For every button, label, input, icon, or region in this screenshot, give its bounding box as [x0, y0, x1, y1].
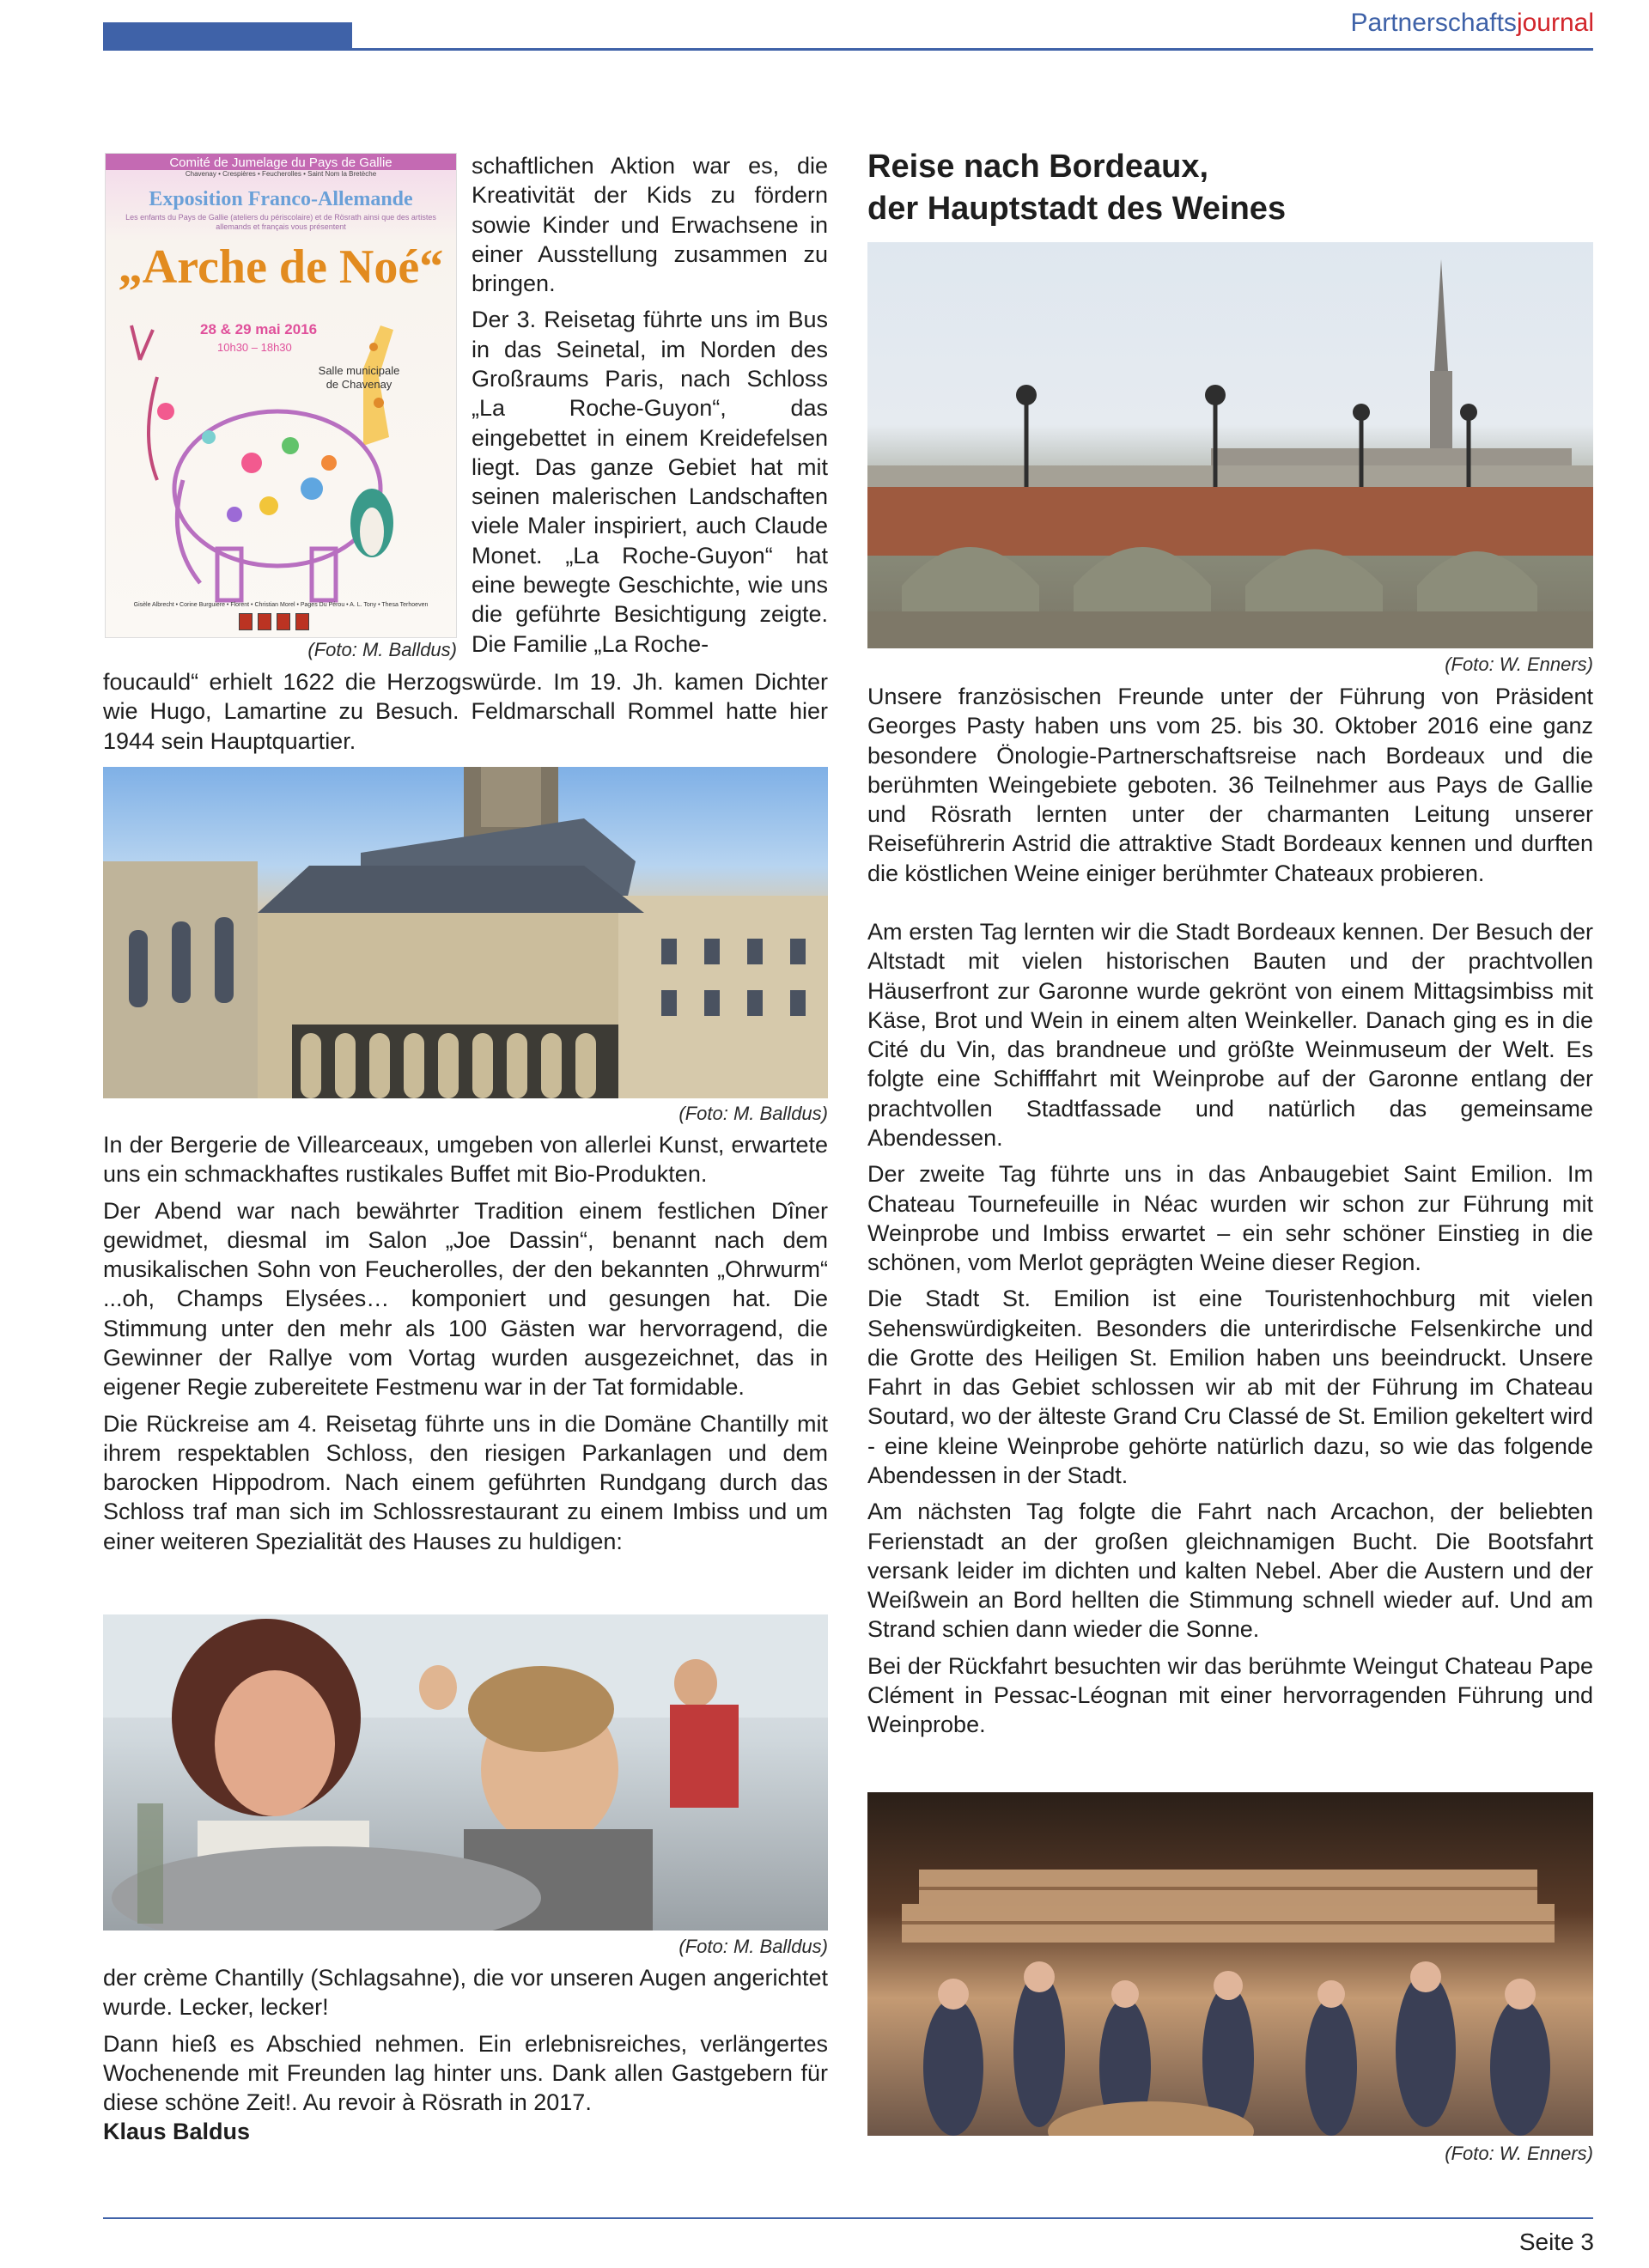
- intro-paragraph-1: schaftlichen Aktion war es, die Kreativität der Kids zu fördern sowie Kinder und Erwachsene in einer Ausstellung zusammen zu bringen.: [472, 153, 828, 297]
- left-closing: [103, 1963, 828, 2154]
- arche-de-noe-poster: [105, 153, 457, 638]
- publication-title: Partnerschaftsjournal: [1350, 9, 1594, 37]
- poster-towns: Chavenay • Crespières • Feucherolles • Saint Nom la Bretèche: [185, 170, 377, 178]
- day-two-paragraph: Der zweite Tag führte uns in das Anbaugebiet Saint Emilion. Im Chateau Tournefeuille in Néac wurden wir schon zur Führung mit Weinprobe und Imbiss erwartet – ein sehr schöner Einstieg in die schönen, vom Merlot geprägten Weine dieser Region.: [867, 1161, 1593, 1276]
- author-name: Klaus Baldus: [103, 2119, 251, 2145]
- wine-cellar-photo: [867, 1792, 1593, 2136]
- poster-hours: 10h30 – 18h30: [217, 341, 292, 354]
- day-one-paragraph: Am ersten Tag lernten wir die Stadt Bordeaux kennen. Der Besuch der Altstadt mit vielen historischen Bauten und der prachtvollen Häuserfront zur Garonne wurde gekrönt von einem Mittagsimbiss mit Käse, Brot und Wein in einem alten Weinkeller. Danach ging es in die Cité du Vin, das brandneue und größte Weinmuseum der Welt. Es folgte eine Schifffahrt mit Weinprobe auf der Garonne entlang der prachtvollen Stadtfassade und natürlich das gemeinsame Abendessen.: [867, 918, 1593, 1151]
- cellar-caption: (Foto: W. Enners): [1445, 2143, 1593, 2164]
- poster-artists: Gisèle Albrecht • Corine Burguiere • Florent • Christian Morel • Pages Du Pérou • A. L. Tony • Thesa Terhoeven: [133, 602, 429, 608]
- heading-line-1: Reise nach Bordeaux,: [867, 149, 1209, 185]
- header-accent-bar: [103, 22, 352, 48]
- article-heading: [867, 146, 1593, 229]
- dinner-caption: (Foto: M. Balldus): [678, 1936, 828, 1957]
- right-body: [867, 682, 1593, 1747]
- diner-paragraph: Der Abend war nach bewährter Tradition einem festlichen Dîner gewidmet, diesmal im Salon „Joe Dassin“, benannt nach dem musikalischen Sohn von Feucherolles, der den bekannten „Ohrwurm“ ...oh, Champs Elysées… komponiert und gesungen hat. Die Stimmung unter den mehr als 100 Gästen war hervorragend, die Gewinner der Rallye vom Vortag wurden ausgezeichnet, das in eigener Regie zubereitete Festmenu war in der Tat formidable.: [103, 1197, 828, 1401]
- page-number: Seite 3: [1518, 2228, 1594, 2255]
- farewell-paragraph: Dann hieß es Abschied nehmen. Ein erlebnisreiches, verlängertes Wochenende mit Freunden lag hinter uns. Dank allen Gastgebern für diese schöne Zeit!. Au revoir à Rösrath in 2017.: [103, 2030, 828, 2116]
- chantilly-paragraph: Die Rückreise am 4. Reisetag führte uns in die Domäne Chantilly mit ihrem respektablen Schloss, den riesigen Parkanlagen und dem barocken Hippodrom. Nach einem geführten Rundgang durch das Schloss traf man sich im Schlossrestaurant zu einem Imbiss und um einer weiteren Spezialität des Hauses zu huldigen:: [103, 1410, 828, 1554]
- poster-header: Comité de Jumelage du Pays de Gallie: [106, 154, 456, 170]
- poster-title: „Arche de Noé“: [118, 240, 444, 294]
- buffet-paragraph: In der Bergerie de Villearceaux, umgeben von allerlei Kunst, erwartete uns ein schmackhaftes rustikales Buffet mit Bio-Produkten.: [103, 1132, 828, 1188]
- chantilly-cream-paragraph: der crème Chantilly (Schlagsahne), die vor unseren Augen angerichtet wurde. Lecker, lecker!: [103, 1965, 828, 2021]
- header-rule: [103, 48, 1593, 51]
- intro-continued: [103, 667, 828, 763]
- intro-bordeaux-paragraph: Unsere französischen Freunde unter der Führung von Präsident Georges Pasty haben uns vom 25. bis 30. Oktober 2016 eine ganz besondere Önologie-Partnerschaftsreise nach Bordeaux und die berühmten Weingebiete geboten. 36 Teilnehmer aus Pays de Gallie und Rösrath lernten unter der charmanten Leitung unserer Reiseführerin Astrid die attraktive Stadt Bordeaux kennen und durften die köstlichen Weine einiger berühmter Chateaux probieren.: [867, 684, 1593, 886]
- intro-paragraph-continued: foucauld“ erhielt 1622 die Herzogswürde. Im 19. Jh. kamen Dichter wie Hugo, Lamartine zu Besuch. Feldmarschall Rommel hatte hier 1944 sein Hauptquartier.: [103, 669, 828, 754]
- dinner-photo: [103, 1614, 828, 1931]
- poster-date: 28 & 29 mai 2016: [200, 321, 318, 337]
- poster-crests: [239, 613, 309, 630]
- castle-photo: [103, 767, 828, 1098]
- heading-line-2: der Hauptstadt des Weines: [867, 190, 1287, 227]
- footer-rule: [103, 2217, 1593, 2219]
- poster-caption: (Foto: M. Balldus): [307, 639, 457, 660]
- poster-venue: Salle municipale de Chavenay: [318, 364, 400, 391]
- pape-clement-paragraph: Bei der Rückfahrt besuchten wir das berühmte Weingut Chateau Pape Clément in Pessac-Léognan mit einer hervorragenden Führung und Weinprobe.: [867, 1652, 1593, 1738]
- bordeaux-bridge-photo: [867, 242, 1593, 648]
- poster-exposition: Exposition Franco-Allemande: [149, 188, 413, 210]
- intro-paragraph-2: Der 3. Reisetag führte uns im Bus in das Seinetal, im Norden des Großraums Paris, nach Schloss „La Roche-Guyon“, das eingebettet in einem Kreidefelsen liegt. Das ganze Gebiet hat mit seinen malerischen Landschaften viele Maler inspiriert, auch Claude Monet. „La Roche-Guyon“ hat eine bewegte Geschichte, wie uns die geführte Besichtigung zeigte. Die Familie „La Roche-: [472, 307, 828, 657]
- bridge-caption: (Foto: W. Enners): [1445, 654, 1593, 675]
- intro-wrap-text: [472, 151, 828, 666]
- castle-caption: (Foto: M. Balldus): [678, 1103, 828, 1124]
- left-body: [103, 1130, 828, 1563]
- arcachon-paragraph: Am nächsten Tag folgte die Fahrt nach Arcachon, der beliebten Ferienstadt an der großen gleichnamigen Bucht. Die Bootsfahrt versank leider im dichten und kalten Nebel. Aber die Austern und der Weißwein an Bord hellten die Stimmung schnell wieder auf. Und am Strand schien dann wieder die Sonne.: [867, 1499, 1593, 1643]
- poster-subtitle: Les enfants du Pays de Gallie (ateliers du périscolaire) et de Rösrath ainsi que des artistes allemands et français vous présentent: [125, 213, 436, 232]
- st-emilion-paragraph: Die Stadt St. Emilion ist eine Touristenhochburg mit vielen Sehenswürdigkeiten. Besonders die unterirdische Felsenkirche und die Grotte des Heiligen St. Emilion haben uns beeindruckt. Unsere Fahrt in das Gebiet schlossen wir ab mit der Führung im Chateau Soutard, wo der älteste Grand Cru Classé de St. Emilion gekeltert wird - eine kleine Weinprobe gehörte natürlich dazu, so wie das folgende Abendessen in der Stadt.: [867, 1286, 1593, 1489]
